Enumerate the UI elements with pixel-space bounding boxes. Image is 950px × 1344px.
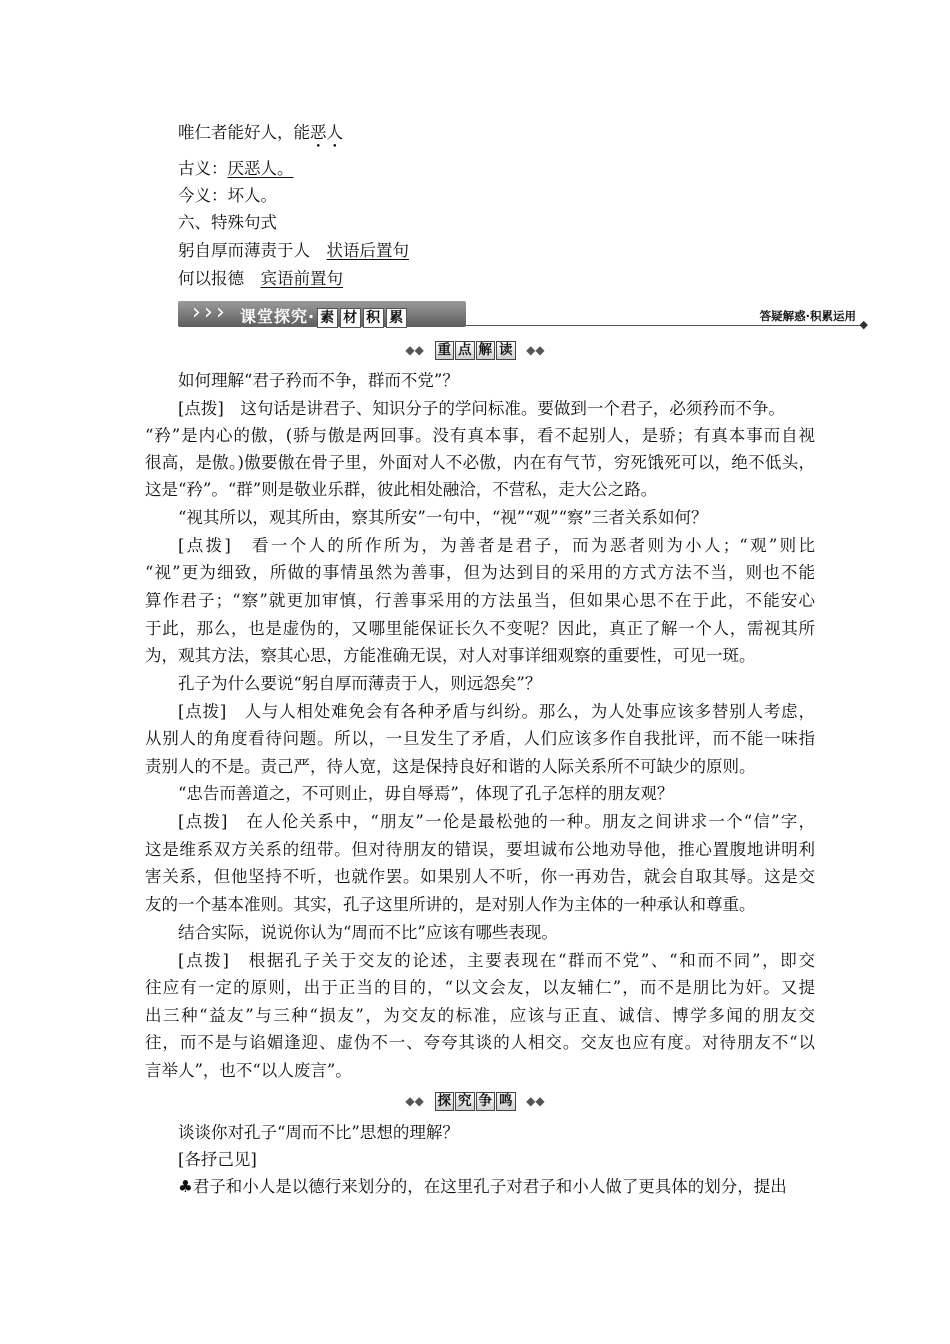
banner-boxed-char: 累 [386,308,407,328]
answer-line: “矜”是内心的傲，(骄与傲是两回事。没有真本事，看不起别人，是骄；有真本事而自视 [145,426,815,445]
section-char: 争 [476,1092,496,1111]
answer-line: 往，而不是与谄媚逢迎、虚伪不一、夸夸其谈的人相交。交友也应有度。对待朋友不“以 [145,1033,815,1052]
question-2: “视其所以，观其所由，察其所安”一句中，“视”“观”“察”三者关系如何？ [178,508,708,527]
syntax-example-text: 躬自厚而薄责于人 [178,241,310,260]
dotted-char: 恶 [310,123,327,142]
syntax-example-1 [178,240,848,262]
chevron-right-icon: › [216,300,225,325]
syntax-example-2 [178,268,848,290]
answer-line: 为，观其方法，察其心思，方能准确无误，对人对事详细观察的重要性，可见一斑。 [145,646,756,665]
answer-line: [点拨] 人与人相处难免会有各种矛盾与纠纷。那么，为人处事应该多替别人考虑， [178,702,815,721]
section-char: 究 [455,1092,475,1111]
banner-boxed-char: 素 [317,308,338,328]
ancient-meaning-value: 厌恶人。 [227,159,294,178]
answer-line: [点拨] 在人伦关系中，“朋友”一伦是最松弛的一种。朋友之间讲求一个“信”字， [178,812,815,831]
answer-line: 从别人的角度看待问题。所以，一旦发生了矛盾，人们应该多作自我批评，而不能一味指 [145,729,815,748]
section-char: 探 [435,1092,455,1111]
opinion-line: ♣君子和小人是以德行来划分的，在这里孔子对君子和小人做了更具体的划分，提出 [178,1177,787,1196]
example-sentence [178,122,848,144]
example-sentence-text: 唯仁者能好人，能 [178,123,310,142]
answer-line: 于此，那么，也是虚伪的，又哪里能保证长久不变呢？因此，真正了解一个人，需视其所 [145,619,815,638]
modern-meaning: 今义：坏人。 [178,186,277,205]
dotted-char: 人 [326,123,343,142]
answer-line: 很高，是傲。)傲要傲在骨子里，外面对人不必傲，内在有气节，穷死饿死可以，绝不低头， [145,453,815,472]
question-5: 结合实际，说说你认为“周而不比”应该有哪些表现。 [178,923,558,942]
chevron-right-icon: › [204,300,213,325]
section-heading-special-syntax: 六、特殊句式 [178,213,277,232]
diamond-icon: ◆◆ [405,1094,424,1108]
banner-tag: 答疑解惑·积累运用 [759,309,856,323]
banner-boxed-char: 积 [363,308,384,328]
section-char: 解 [476,341,496,360]
banner-boxed-char: 材 [340,308,361,328]
section-heading-discussion [0,1092,950,1111]
diamond-icon: ◆ [859,318,868,331]
section-char: 读 [496,341,516,360]
answer-line: [点拨] 这句话是讲君子、知识分子的学问标准。要做到一个君子，必须矜而不争。 [178,399,785,418]
syntax-example-type: 宾语前置句 [260,269,343,288]
classroom-banner [178,300,868,331]
diamond-icon: ◆◆ [526,343,545,357]
banner-title [240,304,409,328]
question-3: 孔子为什么要说“躬自厚而薄责于人，则远怨矣”？ [178,674,542,693]
answer-line: 出三种“益友”与三种“损友”，为交友的标准，应该与正直、诚信、博学多闻的朋友交 [145,1006,815,1025]
ancient-meaning [178,158,848,180]
opinions-label: [各抒己见] [178,1150,257,1169]
syntax-example-text: 何以报德 [178,269,244,288]
diamond-icon: ◆◆ [405,343,424,357]
section-char: 点 [455,341,475,360]
ancient-meaning-label: 古义： [178,159,228,178]
section-char: 鸣 [496,1092,516,1111]
chevron-right-icon: › [192,300,201,325]
answer-line: 友的一个基本准则。其实，孔子这里所讲的，是对别人作为主体的一种承认和尊重。 [145,895,756,914]
diamond-icon: ◆◆ [526,1094,545,1108]
section-char: 重 [435,341,455,360]
answer-line: [点拨] 根据孔子关于交友的论述，主要表现在“群而不党”、“和而不同”，即交 [178,951,815,970]
answer-line: 言举人”，也不“以人废言”。 [145,1061,352,1080]
banner-title-prefix: 课堂探究· [240,307,316,326]
answer-line: “视”更为细致，所做的事情虽然为善事，但为达到目的采用的方式方法不当，则也不能 [145,563,815,582]
answer-line: 这是“矜”。“群”则是敬业乐群，彼此相处融洽，不营私，走大公之路。 [145,480,658,499]
question-6: 谈谈你对孔子“周而不比”思想的理解？ [178,1123,459,1142]
question-4: “忠告而善道之，不可则止，毋自辱焉”，体现了孔子怎样的朋友观？ [178,784,674,803]
syntax-example-type: 状语后置句 [326,241,409,260]
section-heading-key-points [0,341,950,360]
answer-line: 害关系，但他坚持不听，也就作罢。如果别人不听，你一再劝告，就会自取其辱。这是交 [145,867,815,886]
answer-line: 往应有一定的原则，出于正当的目的，“以文会友，以友辅仁”，而不是朋比为奸。又提 [145,978,815,997]
answer-line: [点拨] 看一个人的所作所为，为善者是君子，而为恶者则为小人；“观”则比 [178,536,815,555]
answer-line: 算作君子；“察”就更加审慎，行善事采用的方法虽当，但如果心思不在于此，不能安心 [145,591,815,610]
banner-rule [466,325,861,326]
question-1: 如何理解“君子矜而不争，群而不党”？ [178,371,459,390]
answer-line: 这是维系双方关系的纽带。但对待朋友的错误，要坦诚布公地劝导他，推心置腹地讲明利 [145,840,815,859]
answer-line: 责别人的不是。责己严，待人宽，这是保持良好和谐的人际关系所不可缺少的原则。 [145,757,756,776]
